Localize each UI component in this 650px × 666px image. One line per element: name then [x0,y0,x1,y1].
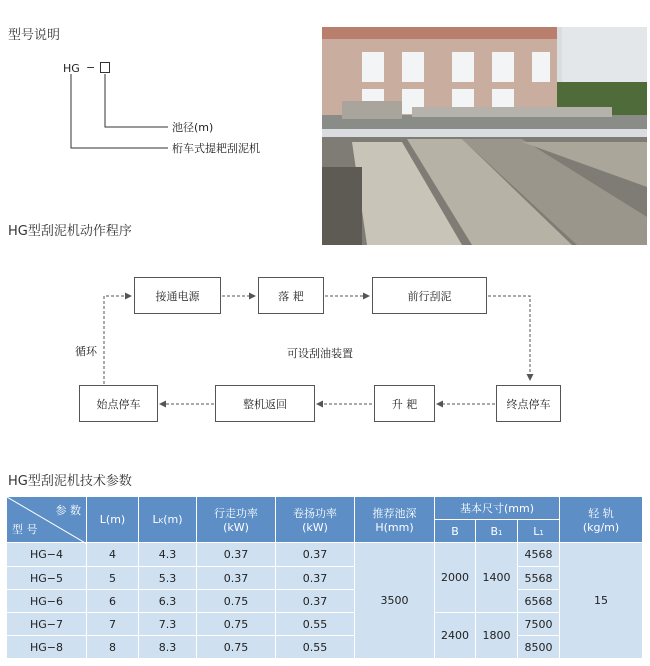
diameter-label: 池径(m) [172,121,214,134]
col-hoist-power: 卷扬功率 (kW) [276,497,355,543]
col-rail: 轻 轨 (kg/m) [560,497,643,543]
step-end-stop: 终点停车 [496,385,561,422]
col-dims: 基本尺寸(mm) [435,497,560,520]
table-row: HG−8 8 8.3 0.75 0.55 8500 [7,636,643,659]
rail-value: 15 [560,543,643,659]
spec-table [6,496,643,659]
procedure-heading: HG型刮泥机动作程序 [8,224,132,239]
table-row: HG−6 6 6.3 0.75 0.37 6568 [7,590,643,613]
table-row: HG−5 5 5.3 0.37 0.37 5568 [7,567,643,590]
step-return: 整机返回 [215,385,315,422]
table-row: HG−4 4 4.3 0.37 0.37 3500 2000 1400 4568 15 [7,543,643,567]
step-lower-rake: 落 耙 [258,277,324,314]
step-start-stop: 始点停车 [79,385,158,422]
col-depth: 推荐池深 H(mm) [355,497,435,543]
col-Lk: LK(m) [139,497,197,543]
model-heading: 型号说明 [8,28,61,43]
group2-B1: 1800 [476,613,518,659]
step-power-on: 接通电源 [134,277,221,314]
depth-value: 3500 [355,543,435,659]
type-label: 桁车式提耙刮泥机 [172,142,260,155]
model-label: 型 号 [12,523,38,536]
col-B: B [435,520,476,543]
group2-B: 2400 [435,613,476,659]
step-forward-scrape: 前行刮泥 [372,277,487,314]
group1-B1: 1400 [476,543,518,613]
col-L: L(m) [87,497,139,543]
col-travel-power: 行走功率 (kW) [197,497,276,543]
col-B1: B1 [476,520,518,543]
step-raise-rake: 升 耙 [374,385,435,422]
param-model-header [7,497,87,543]
model-code-dash: − [86,61,96,74]
param-label: 参 数 [55,504,81,517]
model-code-prefix: HG [63,62,80,75]
oil-scraper-note: 可设刮油装置 [287,347,353,360]
spec-heading: HG型刮泥机技术参数 [8,474,132,489]
col-L1: L1 [518,520,560,543]
loop-label: 循环 [75,345,97,358]
group1-B: 2000 [435,543,476,613]
table-row: HG−7 7 7.3 0.75 0.55 2400 1800 7500 [7,613,643,636]
